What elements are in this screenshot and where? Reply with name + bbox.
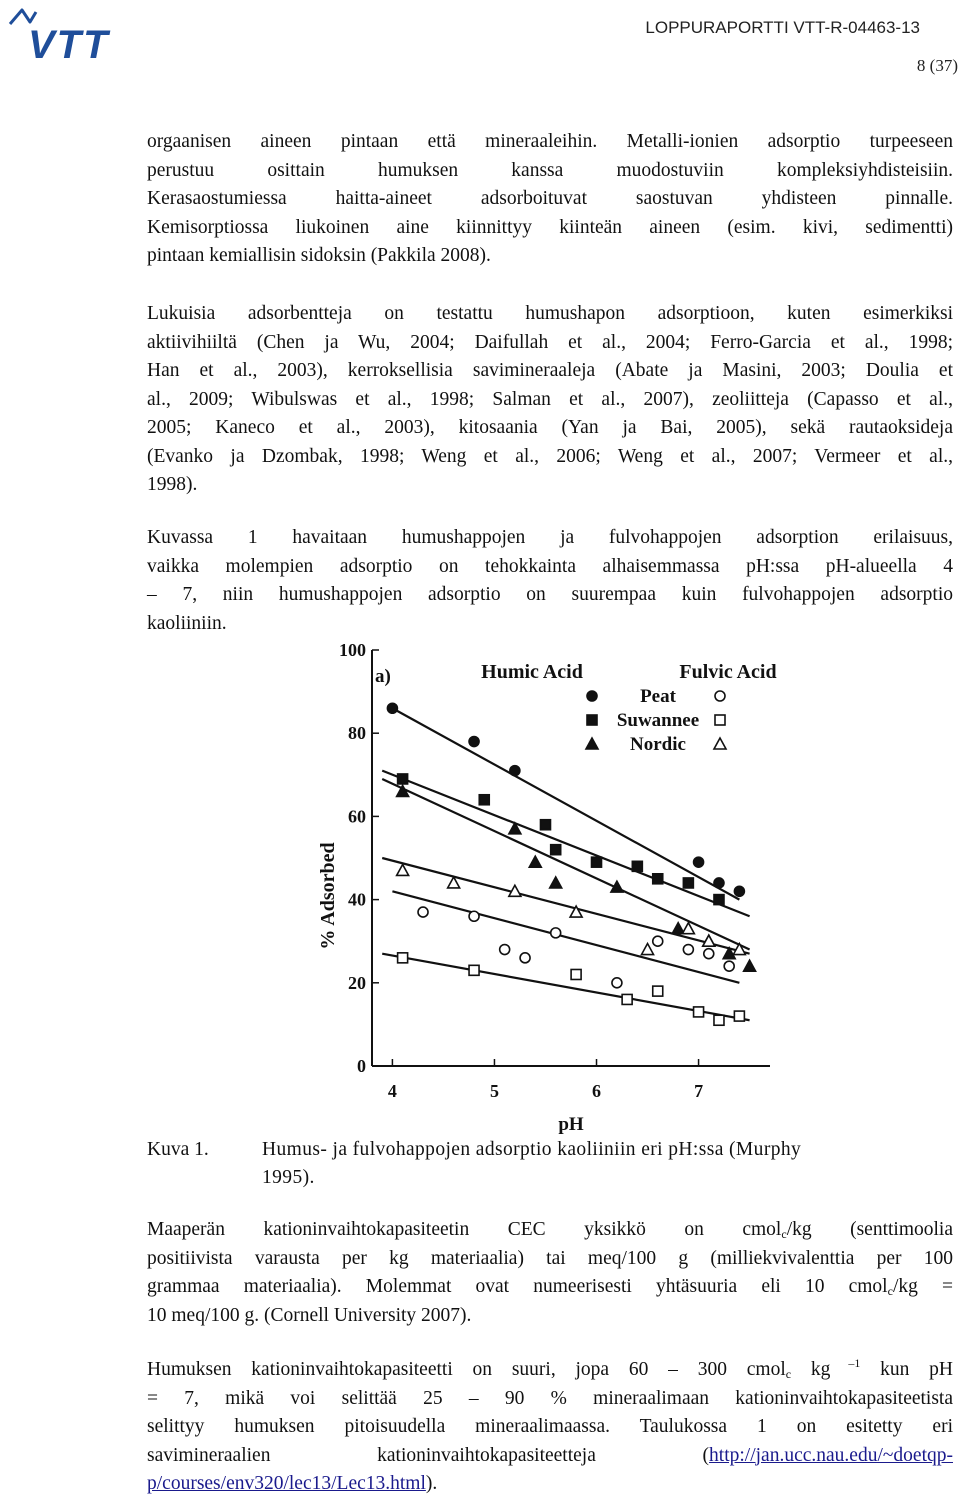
data-point bbox=[500, 945, 510, 955]
data-point bbox=[694, 1007, 704, 1017]
text-line: 2005; Kaneco et al., 2003), kitosaania (Yan ja Bai, 2005), sekä rautaoksideja bbox=[147, 417, 953, 438]
data-point bbox=[734, 1011, 744, 1021]
data-point bbox=[703, 935, 715, 946]
data-point bbox=[682, 923, 694, 934]
text-line: kaoliiniin. bbox=[147, 612, 227, 634]
text-line: Humuksen kationinvaihtokapasiteetti on suuri, jopa 60 – 300 cmol$_c$ kg $^{-1}$ kun pH bbox=[147, 1356, 953, 1381]
caption-line: 1995). bbox=[262, 1167, 315, 1188]
text-line: – 7, niin humushappojen adsorptio on suurempaa kuin fulvohappojen adsorptio bbox=[147, 584, 953, 605]
data-point bbox=[612, 978, 622, 988]
text-line: = 7, mikä voi selittää 25 – 90 % mineraalimaan kationinvaihtokapasiteetista bbox=[147, 1387, 953, 1409]
legend-header: Fulvic Acid bbox=[679, 661, 777, 683]
legend-entry: Nordic bbox=[630, 734, 686, 755]
legend-entry: Peat bbox=[640, 686, 676, 707]
text-line: orgaanisen aineen pintaan että mineraaleihin. Metalli-ionien adsorptio turpeeseen bbox=[147, 131, 953, 152]
data-point bbox=[469, 911, 479, 921]
data-point bbox=[398, 953, 408, 963]
fit-line bbox=[392, 708, 739, 899]
reference-link[interactable]: http://jan.ucc.nau.edu/~doetqp- bbox=[709, 1444, 953, 1466]
data-point bbox=[550, 877, 562, 888]
x-tick-label: 5 bbox=[489, 1081, 499, 1101]
data-point bbox=[622, 994, 632, 1004]
data-point bbox=[540, 820, 550, 830]
legend-marker bbox=[586, 738, 598, 749]
data-point bbox=[724, 961, 734, 971]
legend-entry: Suwannee bbox=[616, 710, 700, 731]
text-line: savimineraalien kationinvaihtokapasiteetteja (http://jan.ucc.nau.edu/~doetqp- bbox=[147, 1444, 953, 1466]
fit-line bbox=[382, 771, 749, 917]
chart-marks bbox=[387, 703, 755, 1025]
text-line: Maaperän kationinvaihtokapasiteetin CEC yksikkö on cmol$_c$/kg (senttimoolia bbox=[147, 1219, 953, 1241]
data-point bbox=[592, 857, 602, 867]
chart-legend bbox=[481, 661, 776, 755]
data-point bbox=[469, 737, 479, 747]
data-point bbox=[714, 895, 724, 905]
text-line: vaikka molempien adsorptio on tehokkainta alhaisemmassa pH:ssa pH-alueella 4 bbox=[147, 555, 953, 577]
x-tick-label: 6 bbox=[592, 1081, 602, 1101]
page-number: 8 (37) bbox=[916, 56, 958, 75]
data-point bbox=[571, 969, 581, 979]
data-point bbox=[683, 945, 693, 955]
data-point bbox=[653, 874, 663, 884]
data-point bbox=[714, 878, 724, 888]
y-tick-label: 20 bbox=[348, 972, 366, 993]
data-point bbox=[694, 857, 704, 867]
data-point bbox=[398, 774, 408, 784]
data-point bbox=[653, 936, 663, 946]
reference-link[interactable]: p/courses/env320/lec13/Lec13.html bbox=[147, 1473, 426, 1494]
y-tick-label: 40 bbox=[348, 889, 366, 910]
text-line: positiivista varausta per kg materiaalia) tai meq/100 g (milliekvivalenttia per 100 bbox=[147, 1247, 953, 1269]
legend-marker bbox=[715, 715, 725, 725]
text-line: perustuu osittain humuksen kanssa muodostuviin kompleksiyhdisteisiin. bbox=[147, 159, 953, 181]
data-point bbox=[632, 861, 642, 871]
data-point bbox=[744, 960, 756, 971]
caption-line: Humus- ja fulvohappojen adsorptio kaoliiniin eri pH:ssa (Murphy bbox=[262, 1139, 802, 1160]
legend-marker bbox=[714, 738, 726, 749]
paragraph-4 bbox=[147, 1216, 953, 1330]
text-line: Lukuisia adsorbentteja on testattu humushapon adsorptioon, kuten esimerkiksi bbox=[147, 303, 953, 324]
legend-marker bbox=[587, 715, 597, 725]
data-point bbox=[510, 766, 520, 776]
paragraph-5 bbox=[147, 1356, 953, 1499]
text-line: Kerasaostumiessa haitta-aineet adsorboituvat saostuvan yhdisteen pinnalle. bbox=[147, 188, 953, 209]
data-point bbox=[397, 864, 409, 875]
data-point bbox=[683, 878, 693, 888]
data-point bbox=[653, 986, 663, 996]
data-point bbox=[551, 845, 561, 855]
text-line: al., 2009; Wibulswas et al., 1998; Salman et al., 2007), zeoliitteja (Capasso et al., bbox=[147, 388, 953, 410]
panel-label: a) bbox=[375, 666, 391, 687]
caption-label: Kuva 1. bbox=[147, 1139, 209, 1160]
x-axis-label: pH bbox=[558, 1114, 584, 1135]
text-line: pintaan kemiallisin sidoksin (Pakkila 2008). bbox=[147, 245, 491, 266]
fit-line bbox=[382, 858, 749, 954]
legend-header: Humic Acid bbox=[481, 661, 583, 683]
text-line: 10 meq/100 g. (Cornell University 2007). bbox=[147, 1304, 472, 1326]
logo-text: VTT bbox=[28, 23, 110, 64]
y-tick-label: 60 bbox=[348, 806, 366, 827]
report-id: LOPPURAPORTTI VTT-R-04463-13 bbox=[645, 18, 920, 37]
text-line: (Evanko ja Dzombak, 1998; Weng et al., 2006; Weng et al., 2007; Vermeer et al., bbox=[147, 445, 953, 467]
text-line: Han et al., 2003), kerroksellisia savimineraaleja (Abate ja Masini, 2003; Doulia et bbox=[147, 360, 953, 381]
paragraph-2 bbox=[147, 300, 953, 500]
data-point bbox=[551, 928, 561, 938]
text-line: Kemisorptiossa liukoinen aine kiinnittyy kiinteän aineen (esim. kivi, sedimentti) bbox=[147, 216, 953, 238]
data-point bbox=[734, 886, 744, 896]
data-point bbox=[704, 949, 714, 959]
caption-text bbox=[262, 1136, 922, 1192]
data-point bbox=[479, 795, 489, 805]
text-line: 1998). bbox=[147, 474, 198, 495]
text-line: selittyy humuksen pitoisuudella mineraalimaassa. Taulukossa 1 on esitetty eri bbox=[147, 1416, 953, 1437]
legend-marker bbox=[715, 691, 725, 701]
legend-marker bbox=[587, 691, 597, 701]
paragraph-3 bbox=[147, 524, 953, 638]
x-tick-label: 7 bbox=[694, 1081, 704, 1101]
text-line: Kuvassa 1 havaitaan humushappojen ja fulvohappojen adsorption erilaisuus, bbox=[147, 527, 953, 548]
data-point bbox=[418, 907, 428, 917]
data-point bbox=[529, 856, 541, 867]
text-line: aktiivihiiltä (Chen ja Wu, 2004; Daifullah et al., 2004; Ferro-Garcia et al., 1998; bbox=[147, 331, 953, 353]
text-line: grammaa materiaalia). Molemmat ovat numeerisesti yhtäsuuria eli 10 cmol$_c$/kg = bbox=[147, 1276, 953, 1298]
data-point bbox=[714, 1015, 724, 1025]
text-line: p/courses/env320/lec13/Lec13.html). bbox=[147, 1473, 438, 1494]
y-axis-label: % Adsorbed bbox=[317, 842, 339, 950]
data-point bbox=[520, 953, 530, 963]
y-tick-label: 0 bbox=[357, 1056, 366, 1076]
data-point bbox=[387, 703, 397, 713]
data-point bbox=[642, 944, 654, 955]
x-tick-label: 4 bbox=[387, 1081, 397, 1101]
data-point bbox=[469, 965, 479, 975]
y-tick-label: 80 bbox=[348, 723, 366, 744]
vtt-logo bbox=[6, 6, 166, 64]
paragraph-1 bbox=[147, 128, 953, 271]
y-tick-label: 100 bbox=[339, 640, 366, 660]
adsorption-chart bbox=[300, 636, 800, 1136]
